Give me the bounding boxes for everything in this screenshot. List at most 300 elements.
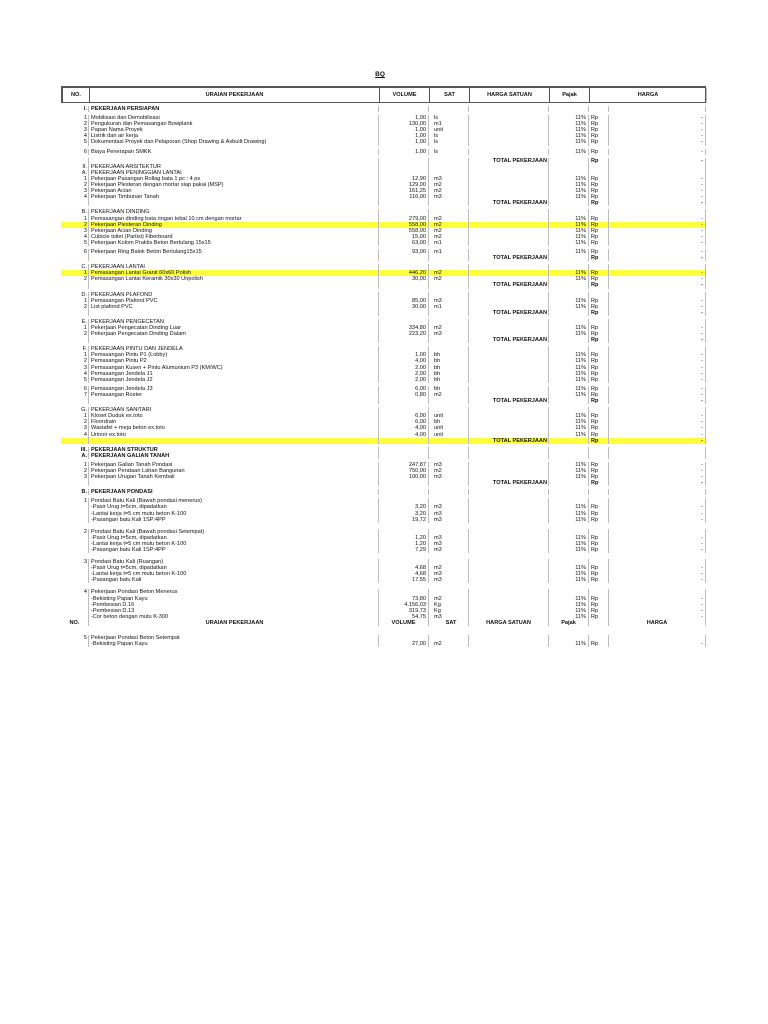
row-volume: 558,00 [378, 222, 428, 228]
row-description: Pengukuran dan Pemasangan Bowplank [88, 121, 378, 127]
row-number: D. [81, 291, 87, 298]
row-description: -Pembesian D.13 [88, 608, 378, 614]
row-tax: 11% [548, 377, 588, 383]
row-unit: ls [428, 115, 468, 121]
row-unit: bh [428, 365, 468, 371]
row-number: 3 [83, 425, 87, 432]
row-currency: Rp [588, 304, 608, 310]
row-unit-price: TOTAL PEKERJAAN [468, 255, 548, 261]
row-currency: Rp [588, 358, 608, 364]
row-tax: 11% [548, 270, 588, 276]
row-unit: Kg [428, 602, 468, 608]
row-price: - [608, 547, 706, 553]
row-currency: Rp [588, 413, 608, 419]
row-price: - [608, 240, 706, 246]
row-tax: 11% [548, 511, 588, 517]
row-description: Pemasangan Jendela J2 [88, 377, 378, 383]
row-price: - [608, 432, 706, 438]
row-volume: 750,00 [378, 468, 428, 474]
row-unit: unit [428, 432, 468, 438]
row-description: Pemasangan Lantai Granit 60x60 Polish [88, 270, 378, 276]
row-number: 6 [83, 148, 87, 155]
row-tax: 11% [548, 392, 588, 398]
row-number: 1 [83, 175, 87, 182]
row-price: - [608, 468, 706, 474]
row-description: PEKERJAAN PLAFOND [88, 292, 378, 298]
row-number: 3 [83, 188, 87, 195]
row-currency: Rp [588, 234, 608, 240]
row-volume: 4,00 [378, 358, 428, 364]
row-currency: Rp [588, 188, 608, 194]
row-currency: Rp [588, 331, 608, 337]
row-description: URAIAN PEKERJAAN [88, 620, 378, 626]
row-currency: Rp [588, 222, 608, 228]
row-currency: Rp [588, 298, 608, 304]
row-volume: 4,00 [378, 425, 428, 431]
row-description: Pemasangan Jendela J3 [88, 386, 378, 392]
row-number: I. [83, 106, 87, 112]
row-volume: 446,20 [378, 270, 428, 276]
row-description: Pekerjaan Acian Dinding [88, 228, 378, 234]
row-tax: 11% [548, 571, 588, 577]
row-tax: Pajak [548, 620, 588, 626]
row-description: -Lantai kerja t=5 cm mutu beton K-100 [88, 571, 378, 577]
row-unit-price: TOTAL PEKERJAAN [468, 158, 548, 164]
row-volume: 30,00 [378, 276, 428, 282]
row-currency: Rp [588, 337, 608, 343]
row-currency: Rp [588, 365, 608, 371]
row-description: -Bekisting Papan Kayu [88, 641, 378, 647]
row-price: - [608, 298, 706, 304]
row-price: - [608, 325, 706, 331]
header-unit: SAT [429, 88, 469, 102]
bq-table [61, 86, 706, 647]
row-price: - [608, 127, 706, 133]
row-price: - [608, 282, 706, 288]
row-currency: Rp [588, 255, 608, 261]
row-currency: Rp [588, 468, 608, 474]
row-currency: Rp [588, 216, 608, 222]
row-currency: Rp [588, 240, 608, 246]
row-volume: 3,20 [378, 504, 428, 510]
row-description: PEKERJAAN PERSIAPAN [88, 106, 378, 112]
row-unit: m3 [428, 614, 468, 620]
row-unit: m3 [428, 176, 468, 182]
row-currency: Rp [588, 133, 608, 139]
row-description: -Pasir Urug t=5cm, dipadatkan [88, 535, 378, 541]
row-price: - [608, 608, 706, 614]
row-number: G. [81, 407, 87, 414]
row-tax: 11% [548, 386, 588, 392]
row-currency: Rp [588, 608, 608, 614]
row-price: - [608, 310, 706, 316]
row-currency: Rp [588, 425, 608, 431]
row-tax: 11% [548, 228, 588, 234]
row-price: - [608, 228, 706, 234]
row-tax: 11% [548, 358, 588, 364]
row-volume: 2,00 [378, 365, 428, 371]
row-number: 2 [83, 182, 87, 189]
row-description: List plafond PVC [88, 304, 378, 310]
row-description: Pemasangan Roster [88, 392, 378, 398]
row-unit: m2 [428, 565, 468, 571]
row-currency: Rp [588, 614, 608, 620]
row-currency: Rp [588, 511, 608, 517]
row-unit-price [468, 641, 548, 647]
row-description: Pemasangan dinding bata ringan tebal 10 cm dengan mortar [88, 216, 378, 222]
row-number: 6 [83, 248, 87, 255]
row-price: - [608, 371, 706, 377]
row-unit: m2 [428, 276, 468, 282]
row-number: 4 [83, 370, 87, 377]
row-price: - [608, 365, 706, 371]
header-unit-price: HARGA SATUAN [469, 88, 549, 102]
row-tax: 11% [548, 352, 588, 358]
row-number: 1 [83, 215, 87, 222]
row-description: PEKERJAAN PENINGGIAN LANTAI [88, 170, 378, 176]
page-title: BQ [375, 71, 385, 78]
row-volume: 1,00 [378, 133, 428, 139]
row-tax: 11% [548, 413, 588, 419]
row-unit: unit [428, 413, 468, 419]
row-price: - [608, 331, 706, 337]
row-tax: 11% [548, 139, 588, 145]
row-description: Pemasangan Pintu P2 [88, 358, 378, 364]
row-currency: Rp [588, 228, 608, 234]
row-description: Pekerjaan Pasangan Rollag bata 1 pc : 4 ps [88, 176, 378, 182]
row-price: - [608, 176, 706, 182]
row-number: E. [81, 318, 87, 325]
row-volume: 15,00 [378, 234, 428, 240]
row-currency: Rp [588, 200, 608, 206]
row-currency: Rp [588, 127, 608, 133]
row-description: -Pasangan batu Kali 1SP:4PP [88, 517, 378, 523]
row-description: Pemasangan Lantai Keramik 30x30 Unpolish [88, 276, 378, 282]
row-volume: 247,87 [378, 462, 428, 468]
row-volume: 4.156,03 [378, 602, 428, 608]
row-number: A. [81, 452, 87, 459]
row-description: Pemasangan Pintu P1 (Lobby) [88, 352, 378, 358]
row-description: Papan Nama Proyek [88, 127, 378, 133]
row-unit: bh [428, 352, 468, 358]
row-description: PEKERJAAN PINTU DAN JENDELA [88, 346, 378, 352]
row-price: - [608, 474, 706, 480]
row-unit: SAT [428, 620, 468, 626]
row-tax: 11% [548, 547, 588, 553]
row-description: Pemasangan Jendela J1 [88, 371, 378, 377]
row-price: - [608, 614, 706, 620]
row-currency: Rp [588, 462, 608, 468]
row-number: 4 [83, 133, 87, 140]
row-volume: 17,55 [378, 577, 428, 583]
row-tax: 11% [548, 133, 588, 139]
row-currency: Rp [588, 474, 608, 480]
row-currency: Rp [588, 270, 608, 276]
row-unit: unit [428, 425, 468, 431]
row-number [61, 641, 88, 647]
row-unit: bh [428, 358, 468, 364]
row-price: - [608, 222, 706, 228]
row-price: - [608, 504, 706, 510]
row-tax: 11% [548, 234, 588, 240]
row-price: - [608, 517, 706, 523]
row-price: - [608, 571, 706, 577]
row-volume: 6,00 [378, 413, 428, 419]
row-description: Listrik dan air kerja [88, 133, 378, 139]
row-unit: ls [428, 139, 468, 145]
row-unit: bh [428, 371, 468, 377]
row-currency: Rp [588, 176, 608, 182]
row-unit: m3 [428, 331, 468, 337]
row-currency: Rp [588, 432, 608, 438]
row-currency: Rp [588, 377, 608, 383]
row-description: -Bekisting Papan Kayu [88, 596, 378, 602]
row-currency: Rp [588, 596, 608, 602]
row-description: Pemasangan Plafond PVC [88, 298, 378, 304]
row-number: 1 [83, 352, 87, 359]
row-unit-price: TOTAL PEKERJAAN [468, 398, 548, 404]
row-currency: Rp [588, 325, 608, 331]
row-currency: Rp [588, 504, 608, 510]
row-description: Pekerjaan Plesteran Dinding [88, 222, 378, 228]
row-currency: Rp [588, 249, 608, 255]
row-unit-price: TOTAL PEKERJAAN [468, 282, 548, 288]
row-unit: m2 [428, 468, 468, 474]
row-number: 4 [83, 589, 87, 596]
row-description: Pondasi Batu Kali (Bawah pondasi Setempat) [88, 529, 378, 535]
row-description: -Pasangan batu Kali 1SP:4PP [88, 547, 378, 553]
row-currency: Rp [588, 282, 608, 288]
row-tax: 11% [548, 298, 588, 304]
row-unit: m3 [428, 571, 468, 577]
row-tax: 11% [548, 194, 588, 200]
row-price: - [608, 194, 706, 200]
row-number: B. [81, 489, 87, 496]
row-tax: 11% [548, 249, 588, 255]
row-tax: 11% [548, 596, 588, 602]
row-description: Dokumentasi Proyek dan Pelaporan (Shop Drawing & Asbuilt Drawing) [88, 139, 378, 145]
row-unit: m3 [428, 194, 468, 200]
row-unit: m2 [428, 234, 468, 240]
row-volume: 1,00 [378, 149, 428, 155]
row-number: 3 [83, 227, 87, 234]
row-tax: 11% [548, 276, 588, 282]
row-unit-price: TOTAL PEKERJAAN [468, 438, 548, 444]
row-unit: m3 [428, 577, 468, 583]
row-volume: 1,00 [378, 115, 428, 121]
row-tax: 11% [548, 240, 588, 246]
row-tax: 11% [548, 462, 588, 468]
row-price: - [608, 304, 706, 310]
row-number: F. [82, 346, 87, 353]
row-volume: 1,00 [378, 352, 428, 358]
row-number: 5 [83, 635, 87, 642]
row-number: 5 [83, 139, 87, 146]
row-price: - [608, 270, 706, 276]
row-tax: 11% [548, 541, 588, 547]
row-tax: 11% [548, 565, 588, 571]
row-number: 2 [83, 303, 87, 310]
row-number: 2 [83, 528, 87, 535]
row-unit: m1 [428, 240, 468, 246]
row-number: 2 [83, 276, 87, 283]
row-number: 5 [83, 239, 87, 246]
row-description: Pekerjaan Kolom Praktis Beton Bertulang 15x15 [88, 240, 378, 246]
row-price: - [608, 182, 706, 188]
row-tax: 11% [548, 115, 588, 121]
row-unit: m2 [428, 182, 468, 188]
header-no: NO. [62, 88, 89, 102]
row-description: Pemasangan Kusen + Pintu Alumunium P3 (KM/WC) [88, 365, 378, 371]
row-unit-price: TOTAL PEKERJAAN [468, 480, 548, 486]
row-description: Pekerjaan Ring Balok Beton Bertulang15x15 [88, 249, 378, 255]
row-volume: 1,00 [378, 127, 428, 133]
row-price: - [608, 133, 706, 139]
row-volume: 4,00 [378, 432, 428, 438]
row-number: 3 [83, 127, 87, 134]
row-tax: 11% [548, 331, 588, 337]
row-unit-price: HARGA SATUAN [468, 620, 548, 626]
row-currency: Rp [588, 398, 608, 404]
row-description: PEKERJAAN ARSITEKTUR [88, 164, 378, 170]
row-price: - [608, 255, 706, 261]
row-price: - [608, 386, 706, 392]
row-price: - [608, 188, 706, 194]
row-description: PEKERJAAN GALIAN TANAH [88, 453, 378, 459]
row-unit: m3 [428, 541, 468, 547]
row-tax: 11% [548, 304, 588, 310]
row-currency: Rp [588, 571, 608, 577]
row-tax: 11% [548, 149, 588, 155]
row-currency: Rp [588, 352, 608, 358]
row-volume: 1,00 [378, 139, 428, 145]
row-price: - [608, 249, 706, 255]
row-currency: Rp [588, 310, 608, 316]
row-unit: m3 [428, 298, 468, 304]
row-volume: 3,20 [378, 511, 428, 517]
row-number: 1 [83, 461, 87, 468]
row-volume: 558,00 [378, 228, 428, 234]
row-number: 2 [83, 358, 87, 365]
row-tax: 11% [548, 577, 588, 583]
row-price: - [608, 337, 706, 343]
row-price: - [608, 511, 706, 517]
row-description: PEKERJAAN PONDASI [88, 489, 378, 495]
row-price: - [608, 139, 706, 145]
row-volume: 116,00 [378, 194, 428, 200]
row-unit: m2 [428, 325, 468, 331]
row-unit: m3 [428, 535, 468, 541]
row-description: Pekerjaan Pondasi Beton Menerus [88, 589, 378, 595]
row-description: Mobilisasi dan Demobilisasi [88, 115, 378, 121]
row-currency: Rp [588, 547, 608, 553]
row-price: - [608, 535, 706, 541]
row-tax: 11% [548, 425, 588, 431]
row-description: Floordrain [88, 419, 378, 425]
header-description: URAIAN PEKERJAAN [89, 88, 379, 102]
header-volume: VOLUME [379, 88, 429, 102]
row-number: 1 [83, 270, 87, 277]
row-unit: m1 [428, 121, 468, 127]
row-price: - [608, 413, 706, 419]
row-volume: 1,20 [378, 535, 428, 541]
row-description: Pekerjaan Pondasi Beton Setempat [88, 635, 378, 641]
row-tax: 11% [548, 468, 588, 474]
row-number: C. [81, 264, 87, 271]
row-volume: 4,68 [378, 565, 428, 571]
row-description: -Lantai kerja t=5 cm mutu beton K-100 [88, 541, 378, 547]
row-unit-price: TOTAL PEKERJAAN [468, 310, 548, 316]
row-description: Biaya Penerapan SMKK [88, 149, 378, 155]
row-price: - [608, 596, 706, 602]
row-currency: Rp [588, 139, 608, 145]
table-row [61, 641, 706, 647]
row-number: 2 [83, 419, 87, 426]
row-price: - [608, 398, 706, 404]
row-price: - [608, 462, 706, 468]
row-price: - [608, 480, 706, 486]
row-volume: 54,75 [378, 614, 428, 620]
header-price: HARGA [589, 88, 707, 102]
row-volume: 19,72 [378, 517, 428, 523]
row-number: 3 [83, 364, 87, 371]
row-description: -Pasir Urug t=5cm, dipadatkan [88, 565, 378, 571]
row-description: -Pasangan batu Kali [88, 577, 378, 583]
row-unit: m1 [428, 304, 468, 310]
row-tax: 11% [548, 127, 588, 133]
row-volume: 2,00 [378, 371, 428, 377]
row-price: - [608, 377, 706, 383]
row-unit: m3 [428, 462, 468, 468]
row-description: PEKERJAAN DINDING [88, 209, 378, 215]
row-unit: m2 [428, 188, 468, 194]
row-volume: 63,00 [378, 240, 428, 246]
row-number: NO. [69, 619, 80, 626]
row-unit: m2 [428, 641, 468, 647]
row-currency: Rp [588, 149, 608, 155]
row-volume: 7,29 [378, 547, 428, 553]
row-unit-price: TOTAL PEKERJAAN [468, 200, 548, 206]
row-description: Urinoir ex.toto [88, 432, 378, 438]
row-volume: 2,00 [378, 377, 428, 383]
row-description: Pekerjaan Pengecatan Dinding Dalam [88, 331, 378, 337]
row-number: 1 [83, 413, 87, 420]
row-price: - [608, 352, 706, 358]
row-unit: m2 [428, 222, 468, 228]
row-unit-price: TOTAL PEKERJAAN [468, 337, 548, 343]
row-tax: 11% [548, 176, 588, 182]
row-description: Pekerjaan Perataan Lahan Bangunan [88, 468, 378, 474]
row-unit: m3 [428, 504, 468, 510]
row-price: - [608, 121, 706, 127]
row-currency: Rp [588, 392, 608, 398]
row-price: - [608, 392, 706, 398]
row-unit: m2 [428, 596, 468, 602]
row-price: - [608, 200, 706, 206]
row-price: HARGA [608, 620, 706, 626]
row-volume: 27,00 [378, 641, 428, 647]
row-volume: 100,00 [378, 474, 428, 480]
row-description: -Cor beton dengan mutu K-300 [88, 614, 378, 620]
row-price: - [608, 358, 706, 364]
row-volume: 0,80 [378, 392, 428, 398]
row-tax: 11% [548, 535, 588, 541]
row-currency: Rp [588, 641, 608, 647]
row-unit: bh [428, 386, 468, 392]
row-number: 6 [83, 385, 87, 392]
row-description: Pekerjaan Acian [88, 188, 378, 194]
row-price: - [608, 276, 706, 282]
